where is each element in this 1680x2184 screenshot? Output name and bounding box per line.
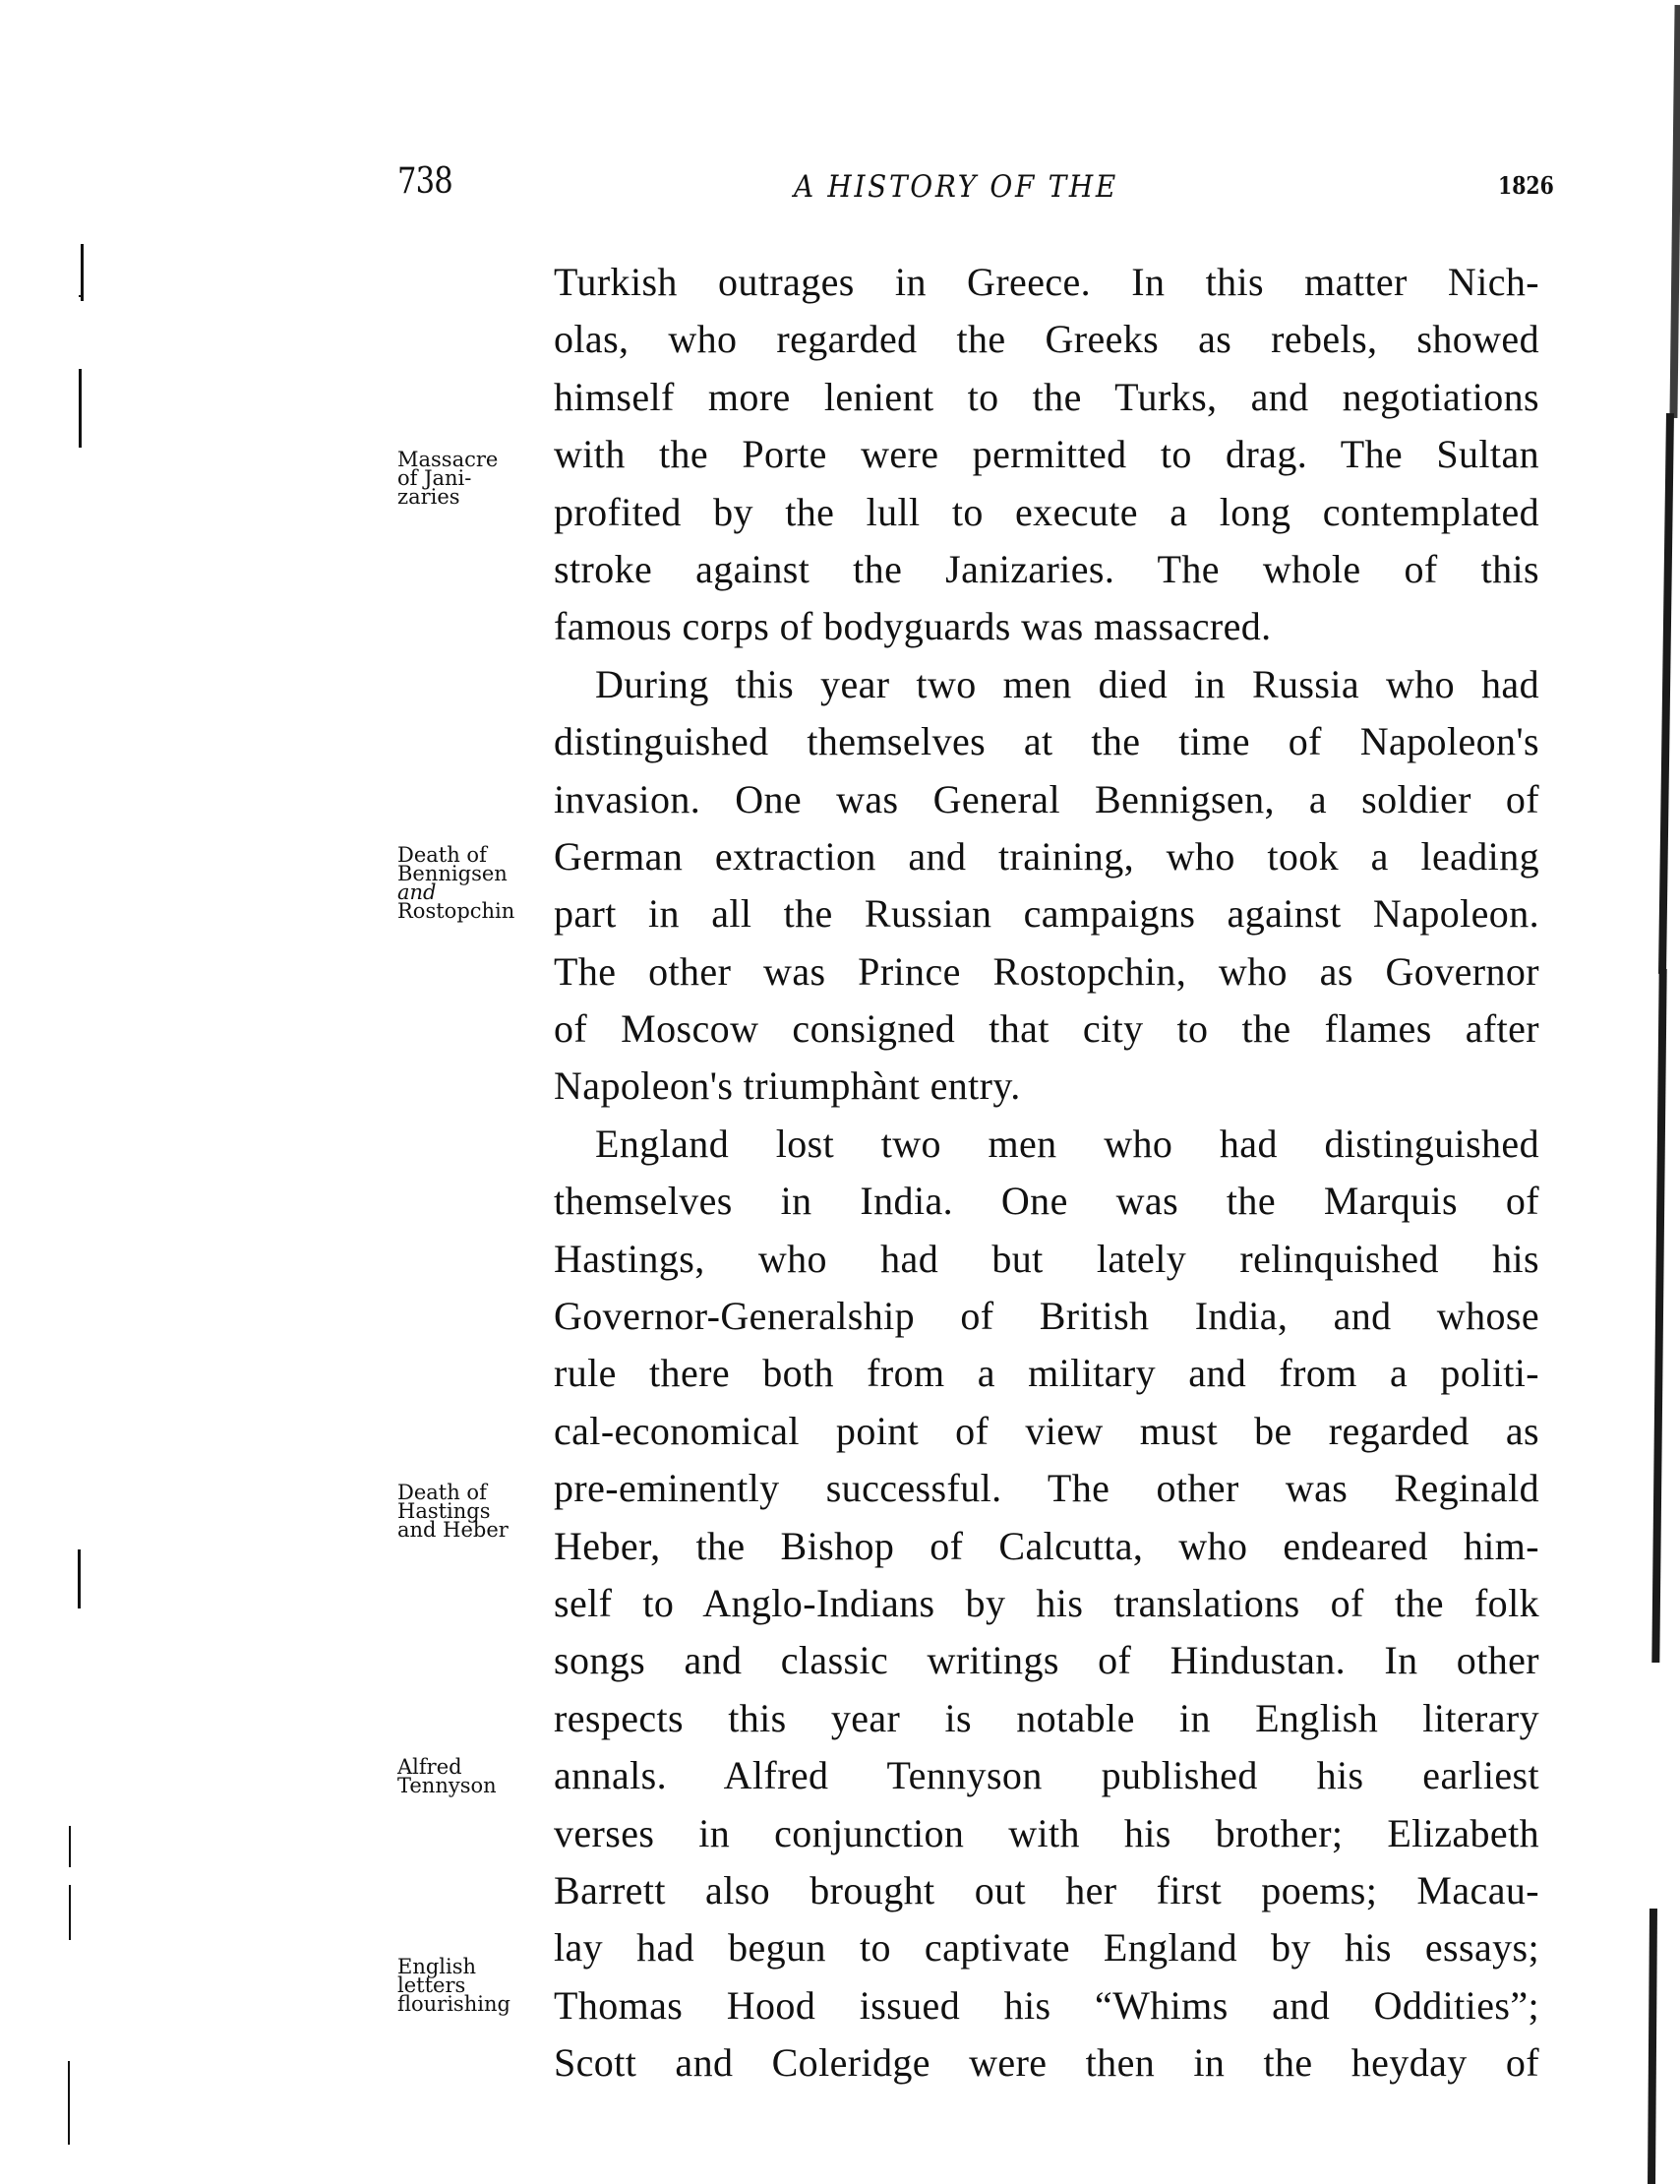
margin-note-massacre-of-janizaries	[397, 448, 545, 509]
text-line: respects this year is notable in English literary	[554, 1695, 1539, 1740]
text-line: pre-eminently successful. The other was Reginald	[554, 1466, 1539, 1511]
margin-note-line: and	[397, 880, 437, 904]
text-line: England lost two men who had distinguished	[595, 1121, 1539, 1166]
text-line: themselves in India. One was the Marquis of	[554, 1179, 1539, 1224]
text-line: stroke against the Janizaries. The whole of this	[554, 546, 1539, 591]
margin-note-line: English	[397, 1955, 477, 1978]
text-line: verses in conjunction with his brother; Elizabeth	[554, 1810, 1539, 1855]
scan-artifact-mark	[79, 398, 82, 400]
text-line: The other was Prince Rostopchin, who as Governor	[554, 948, 1539, 994]
text-line: During this year two men died in Russia who had	[595, 661, 1539, 706]
page-number: 738	[397, 161, 452, 202]
text-line: Napoleon's triumphànt entry.	[554, 1063, 1021, 1109]
margin-note-death-of-hastings	[397, 1481, 545, 1542]
margin-note-death-of-bennigsen	[397, 843, 545, 923]
margin-note-line: Death of	[397, 843, 487, 867]
text-line: part in all the Russian campaigns against Napoleon.	[554, 891, 1539, 937]
running-title: A HISTORY OF THE	[793, 169, 1119, 205]
margin-note-line: Alfred	[397, 1755, 462, 1779]
text-line: German extraction and training, who took a leading	[554, 833, 1539, 879]
text-line: Heber, the Bishop of Calcutta, who endeared him-	[554, 1523, 1539, 1568]
margin-note-line: flourishing	[397, 1992, 510, 2016]
binding-shadow	[1651, 969, 1666, 1663]
margin-note-line: Death of	[397, 1481, 487, 1504]
text-line: cal-economical point of view must be regarded as	[554, 1408, 1539, 1453]
text-line: profited by the lull to execute a long contemplated	[554, 489, 1539, 534]
margin-note-line: and Heber	[397, 1518, 509, 1542]
margin-note-line: Rostopchin	[397, 899, 515, 923]
binding-shadow	[1648, 1909, 1657, 2184]
text-line: Turkish outrages in Greece. In this matter Nich-	[554, 260, 1539, 304]
text-line: Barrett also brought out her first poems; Macau-	[554, 1867, 1539, 1912]
text-line: songs and classic writings of Hindustan. In other	[554, 1638, 1539, 1683]
scan-artifact-mark	[79, 295, 81, 297]
margin-note-line: of Jani-	[397, 466, 472, 490]
margin-note-line: Tennyson	[397, 1774, 497, 1797]
margin-note-line: Massacre	[397, 448, 499, 471]
margin-note-line: Bennigsen	[397, 862, 508, 885]
running-head	[393, 157, 1554, 216]
text-line: lay had begun to captivate England by his essays;	[554, 1925, 1539, 1971]
text-line: self to Anglo-Indians by his translations of the folk	[554, 1580, 1539, 1625]
binding-shadow	[1669, 5, 1680, 418]
scan-artifact-mark	[69, 1826, 71, 1867]
text-line: olas, who regarded the Greeks as rebels, showed	[554, 317, 1539, 362]
text-line: of Moscow consigned that city to the flames after	[554, 1006, 1539, 1052]
scan-artifact-mark	[69, 1885, 71, 1940]
margin-note-alfred-tennyson	[397, 1755, 545, 1797]
text-line: Governor-Generalship of British India, and whose	[554, 1294, 1539, 1339]
scan-artifact-mark	[68, 2061, 70, 2145]
text-line: rule there both from a military and from a politi-	[554, 1351, 1539, 1396]
running-year: 1826	[1498, 171, 1554, 200]
margin-note-line: letters	[397, 1973, 466, 1997]
text-line: himself more lenient to the Turks, and negotiations	[554, 374, 1539, 419]
binding-shadow	[1658, 413, 1674, 974]
margin-note-line: zaries	[397, 485, 460, 509]
scan-artifact-mark	[78, 1549, 81, 1608]
text-line: Scott and Coleridge were then in the heyday of	[554, 2040, 1539, 2086]
margin-note-line: Hastings	[397, 1499, 491, 1523]
margin-note-english-letters	[397, 1955, 545, 2016]
body-text	[554, 254, 1539, 2093]
text-line: with the Porte were permitted to drag. The Sultan	[554, 432, 1539, 477]
text-line: distinguished themselves at the time of Napoleon's	[554, 719, 1539, 764]
scan-artifact-mark	[79, 369, 82, 448]
text-line: famous corps of bodyguards was massacred.	[554, 604, 1272, 649]
text-line: invasion. One was General Bennigsen, a soldier of	[554, 776, 1539, 821]
text-line: annals. Alfred Tennyson published his earliest	[554, 1753, 1539, 1798]
scan-artifact-mark	[81, 244, 84, 301]
text-line: Thomas Hood issued his “Whims and Oddities”;	[554, 1982, 1539, 2028]
text-line: Hastings, who had but lately relinquished his	[554, 1236, 1539, 1281]
